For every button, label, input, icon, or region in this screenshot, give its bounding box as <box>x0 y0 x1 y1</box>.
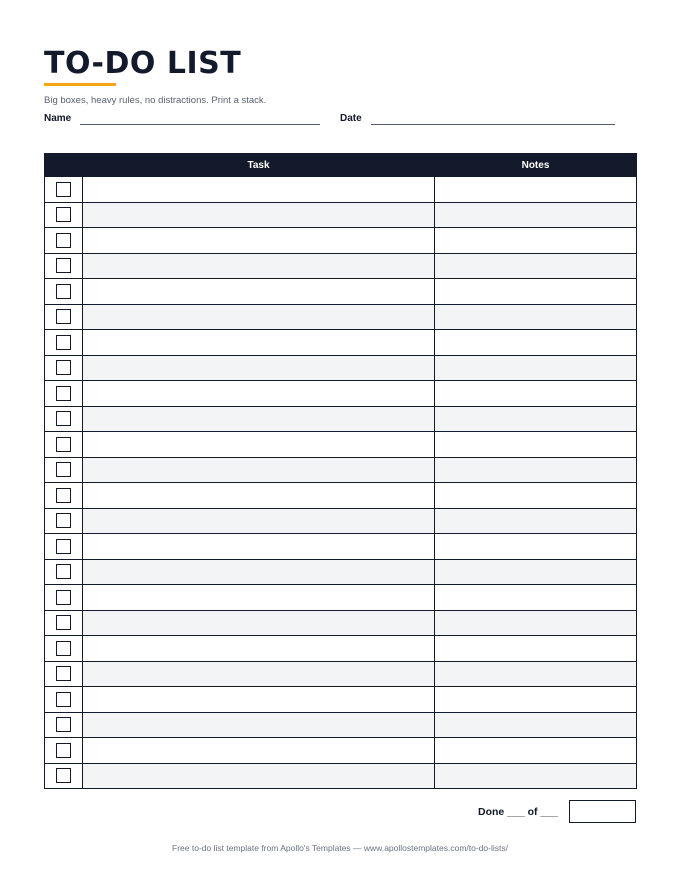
page-subtitle: Big boxes, heavy rules, no distractions. Print a stack. <box>44 95 267 106</box>
table-row <box>45 330 637 356</box>
task-checkbox[interactable] <box>56 207 71 222</box>
row-checkbox-cell <box>45 381 83 407</box>
row-checkbox-cell <box>45 763 83 789</box>
row-checkbox-cell <box>45 304 83 330</box>
task-cell[interactable] <box>83 763 435 789</box>
task-cell[interactable] <box>83 534 435 560</box>
footer-credit: Free to-do list template from Apollo's Templates — www.apollostemplates.com/to-do-lists/ <box>172 843 508 853</box>
row-checkbox-cell <box>45 661 83 687</box>
task-checkbox[interactable] <box>56 258 71 273</box>
task-cell[interactable] <box>83 610 435 636</box>
table-row <box>45 355 637 381</box>
task-checkbox[interactable] <box>56 284 71 299</box>
row-checkbox-cell <box>45 712 83 738</box>
notes-cell[interactable] <box>435 381 637 407</box>
task-cell[interactable] <box>83 457 435 483</box>
task-checkbox[interactable] <box>56 360 71 375</box>
notes-cell[interactable] <box>435 228 637 254</box>
notes-cell[interactable] <box>435 738 637 764</box>
row-checkbox-cell <box>45 177 83 203</box>
task-checkbox[interactable] <box>56 488 71 503</box>
task-checkbox[interactable] <box>56 233 71 248</box>
page-title: TO-DO LIST <box>44 46 242 81</box>
notes-cell[interactable] <box>435 330 637 356</box>
notes-cell[interactable] <box>435 483 637 509</box>
row-checkbox-cell <box>45 687 83 713</box>
table-row <box>45 610 637 636</box>
task-checkbox[interactable] <box>56 309 71 324</box>
task-checkbox[interactable] <box>56 666 71 681</box>
table-row <box>45 534 637 560</box>
task-cell[interactable] <box>83 432 435 458</box>
table-header-row <box>45 154 637 177</box>
notes-cell[interactable] <box>435 279 637 305</box>
done-count-label: Done ___ of ___ <box>478 806 558 818</box>
column-header-checkbox <box>45 154 83 177</box>
done-count-box[interactable] <box>569 800 636 823</box>
table-row <box>45 687 637 713</box>
task-cell[interactable] <box>83 483 435 509</box>
date-field-line[interactable] <box>371 124 615 125</box>
task-cell[interactable] <box>83 661 435 687</box>
task-checkbox[interactable] <box>56 590 71 605</box>
notes-cell[interactable] <box>435 636 637 662</box>
row-checkbox-cell <box>45 534 83 560</box>
column-header-notes: Notes <box>435 154 637 177</box>
task-cell[interactable] <box>83 177 435 203</box>
notes-cell[interactable] <box>435 712 637 738</box>
task-checkbox[interactable] <box>56 641 71 656</box>
task-cell[interactable] <box>83 202 435 228</box>
table-row <box>45 763 637 789</box>
task-cell[interactable] <box>83 585 435 611</box>
table-row <box>45 177 637 203</box>
task-cell[interactable] <box>83 228 435 254</box>
notes-cell[interactable] <box>435 661 637 687</box>
task-cell[interactable] <box>83 687 435 713</box>
row-checkbox-cell <box>45 202 83 228</box>
task-checkbox[interactable] <box>56 768 71 783</box>
task-checkbox[interactable] <box>56 717 71 732</box>
row-checkbox-cell <box>45 355 83 381</box>
task-checkbox[interactable] <box>56 539 71 554</box>
task-checkbox[interactable] <box>56 462 71 477</box>
task-checkbox[interactable] <box>56 615 71 630</box>
task-cell[interactable] <box>83 738 435 764</box>
name-label: Name <box>44 113 72 124</box>
task-checkbox[interactable] <box>56 335 71 350</box>
row-checkbox-cell <box>45 585 83 611</box>
task-checkbox[interactable] <box>56 564 71 579</box>
row-checkbox-cell <box>45 559 83 585</box>
notes-cell[interactable] <box>435 763 637 789</box>
task-cell[interactable] <box>83 712 435 738</box>
table-row <box>45 712 637 738</box>
title-accent-rule <box>44 83 116 86</box>
date-label: Date <box>340 113 362 124</box>
todo-rows <box>45 177 637 789</box>
task-checkbox[interactable] <box>56 743 71 758</box>
row-checkbox-cell <box>45 279 83 305</box>
name-field-line[interactable] <box>80 124 320 125</box>
task-cell[interactable] <box>83 355 435 381</box>
notes-cell[interactable] <box>435 559 637 585</box>
notes-cell[interactable] <box>435 304 637 330</box>
task-checkbox[interactable] <box>56 386 71 401</box>
table-row <box>45 304 637 330</box>
task-cell[interactable] <box>83 253 435 279</box>
notes-cell[interactable] <box>435 585 637 611</box>
todo-table <box>44 153 637 789</box>
notes-cell[interactable] <box>435 534 637 560</box>
table-row <box>45 406 637 432</box>
table-row <box>45 432 637 458</box>
column-header-task: Task <box>83 154 435 177</box>
table-row <box>45 228 637 254</box>
table-row <box>45 483 637 509</box>
notes-cell[interactable] <box>435 457 637 483</box>
task-checkbox[interactable] <box>56 692 71 707</box>
row-checkbox-cell <box>45 457 83 483</box>
table-row <box>45 661 637 687</box>
task-cell[interactable] <box>83 330 435 356</box>
notes-cell[interactable] <box>435 432 637 458</box>
task-cell[interactable] <box>83 636 435 662</box>
task-cell[interactable] <box>83 406 435 432</box>
table-row <box>45 381 637 407</box>
notes-cell[interactable] <box>435 202 637 228</box>
row-checkbox-cell <box>45 228 83 254</box>
table-row <box>45 559 637 585</box>
notes-cell[interactable] <box>435 406 637 432</box>
notes-cell[interactable] <box>435 687 637 713</box>
table-row <box>45 202 637 228</box>
row-checkbox-cell <box>45 432 83 458</box>
table-row <box>45 457 637 483</box>
notes-cell[interactable] <box>435 253 637 279</box>
row-checkbox-cell <box>45 610 83 636</box>
task-cell[interactable] <box>83 279 435 305</box>
row-checkbox-cell <box>45 406 83 432</box>
row-checkbox-cell <box>45 253 83 279</box>
task-cell[interactable] <box>83 559 435 585</box>
notes-cell[interactable] <box>435 508 637 534</box>
row-checkbox-cell <box>45 330 83 356</box>
notes-cell[interactable] <box>435 610 637 636</box>
table-row <box>45 253 637 279</box>
task-cell[interactable] <box>83 508 435 534</box>
row-checkbox-cell <box>45 483 83 509</box>
row-checkbox-cell <box>45 508 83 534</box>
task-checkbox[interactable] <box>56 437 71 452</box>
table-row <box>45 508 637 534</box>
task-checkbox[interactable] <box>56 411 71 426</box>
table-row <box>45 585 637 611</box>
row-checkbox-cell <box>45 738 83 764</box>
task-checkbox[interactable] <box>56 513 71 528</box>
task-checkbox[interactable] <box>56 182 71 197</box>
table-row <box>45 738 637 764</box>
task-cell[interactable] <box>83 381 435 407</box>
table-row <box>45 636 637 662</box>
notes-cell[interactable] <box>435 355 637 381</box>
notes-cell[interactable] <box>435 177 637 203</box>
row-checkbox-cell <box>45 636 83 662</box>
table-row <box>45 279 637 305</box>
task-cell[interactable] <box>83 304 435 330</box>
